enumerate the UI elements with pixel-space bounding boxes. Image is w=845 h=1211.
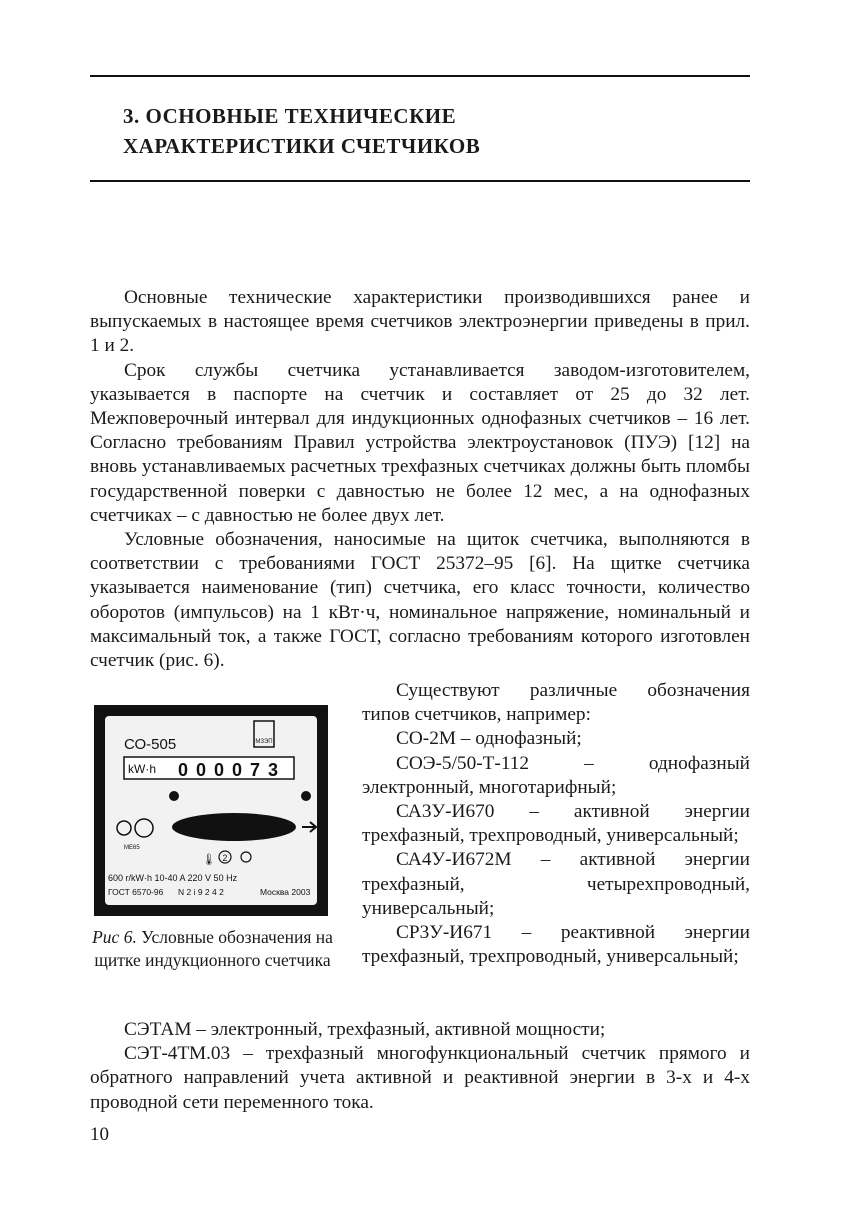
meter-standard: ГОСТ 6570-96 <box>108 887 164 897</box>
paragraph-2: Срок службы счетчика устанавливается заводом-изготовителем, указывается в паспорте на счетчик и составляет от 25 до 32 лет. Межповерочный интервал для индукционных однофазных счетчиков – 16 лет. Согласно требованиям Правил устройства электроустановок (ПУЭ) [12] на вновь устанавливаемых расчетных трехфазных счетчиках должны быть пломбы государственной поверки с давностью не более 12 мес, а на однофазных счетчиках – с давностью не более двух лет. <box>90 359 750 526</box>
body-text <box>90 286 750 673</box>
thermometer-icon: 🌡︎ <box>202 854 216 866</box>
list-item: СР3У-И671 – реактивной энергии трехфазный, трехпроводный, универсальный; <box>362 922 750 968</box>
meter-origin: Москва 2003 <box>260 887 311 897</box>
meter-types-list <box>362 679 750 969</box>
counter-digit: 0 <box>232 760 243 780</box>
screw-icon <box>169 791 179 801</box>
heading-line-1: 3. ОСНОВНЫЕ ТЕХНИЧЕСКИЕ <box>123 104 457 128</box>
meter-types-list-continued <box>90 1018 750 1115</box>
meter-unit: kW·h <box>128 762 156 776</box>
heading-line-2: ХАРАКТЕРИСТИКИ СЧЕТЧИКОВ <box>123 134 481 158</box>
meter-model: СО-505 <box>124 736 177 753</box>
meter-figure <box>94 705 328 916</box>
rotating-disc <box>172 813 296 841</box>
figure-caption <box>90 926 335 972</box>
paragraph-1: Основные технические характеристики производившихся ранее и выпускаемых в настоящее время счетчиков электроэнергии приведены в прил. 1 и 2. <box>90 287 750 357</box>
list-item: СА3У-И670 – активной энергии трехфазный, трехпроводный, универсальный; <box>362 801 750 847</box>
counter-digit: 7 <box>250 760 261 780</box>
meter-serial: N 2 i 9 2 4 2 <box>178 887 224 897</box>
approval-mark: МЕ65 <box>124 845 140 851</box>
page-number: 10 <box>90 1124 109 1145</box>
maker-logo-text: МЗЭП <box>255 739 273 745</box>
caption-text: Условные обозначения на щитке индукционного счетчика <box>94 927 333 970</box>
list-item: СО-2М – однофазный; <box>396 728 582 750</box>
list-item: СЭТАМ – электронный, трехфазный, активной мощности; <box>124 1019 606 1040</box>
types-intro: Существуют различные обозначения типов счетчиков, например: <box>362 680 750 726</box>
heading-rule <box>90 180 750 182</box>
counter-digit: 0 <box>214 760 225 780</box>
list-item: СЭТ-4ТМ.03 – трехфазный многофункциональный счетчик прямого и обратного направлений учета активной и реактивной энергии в 3-х и 4-х проводной сети переменного тока. <box>90 1043 750 1113</box>
counter-digit: 0 <box>178 760 189 780</box>
chapter-heading <box>123 101 480 161</box>
list-item: СОЭ-5/50-Т-112 – однофазный электронный, многотарифный; <box>362 752 750 798</box>
meter-specs: 600 r/kW·h 10-40 A 220 V 50 Hz <box>108 873 238 883</box>
meter-faceplate-illustration <box>94 705 328 916</box>
top-rule <box>90 75 750 77</box>
paragraph-3: Условные обозначения, наносимые на щиток счетчика, выполняются в соответствии с требованиями ГОСТ 25372–95 [6]. На щитке счетчика указывается наименование (тип) счетчика, его класс точности, количество оборотов (импульсов) на 1 кВт·ч, номинальное напряжение, номинальный и максимальный ток, а также ГОСТ, согласно требованиям которого изготовлен счетчик (рис. 6). <box>90 529 750 672</box>
counter-digit: 0 <box>196 760 207 780</box>
screw-icon <box>301 791 311 801</box>
caption-label: Рис 6. <box>92 927 137 947</box>
accuracy-class: 2 <box>222 853 228 863</box>
list-item: СА4У-И672М – активной энергии трехфазный, четырехпроводный, универсальный; <box>362 849 750 919</box>
counter-digit: 3 <box>268 760 279 780</box>
